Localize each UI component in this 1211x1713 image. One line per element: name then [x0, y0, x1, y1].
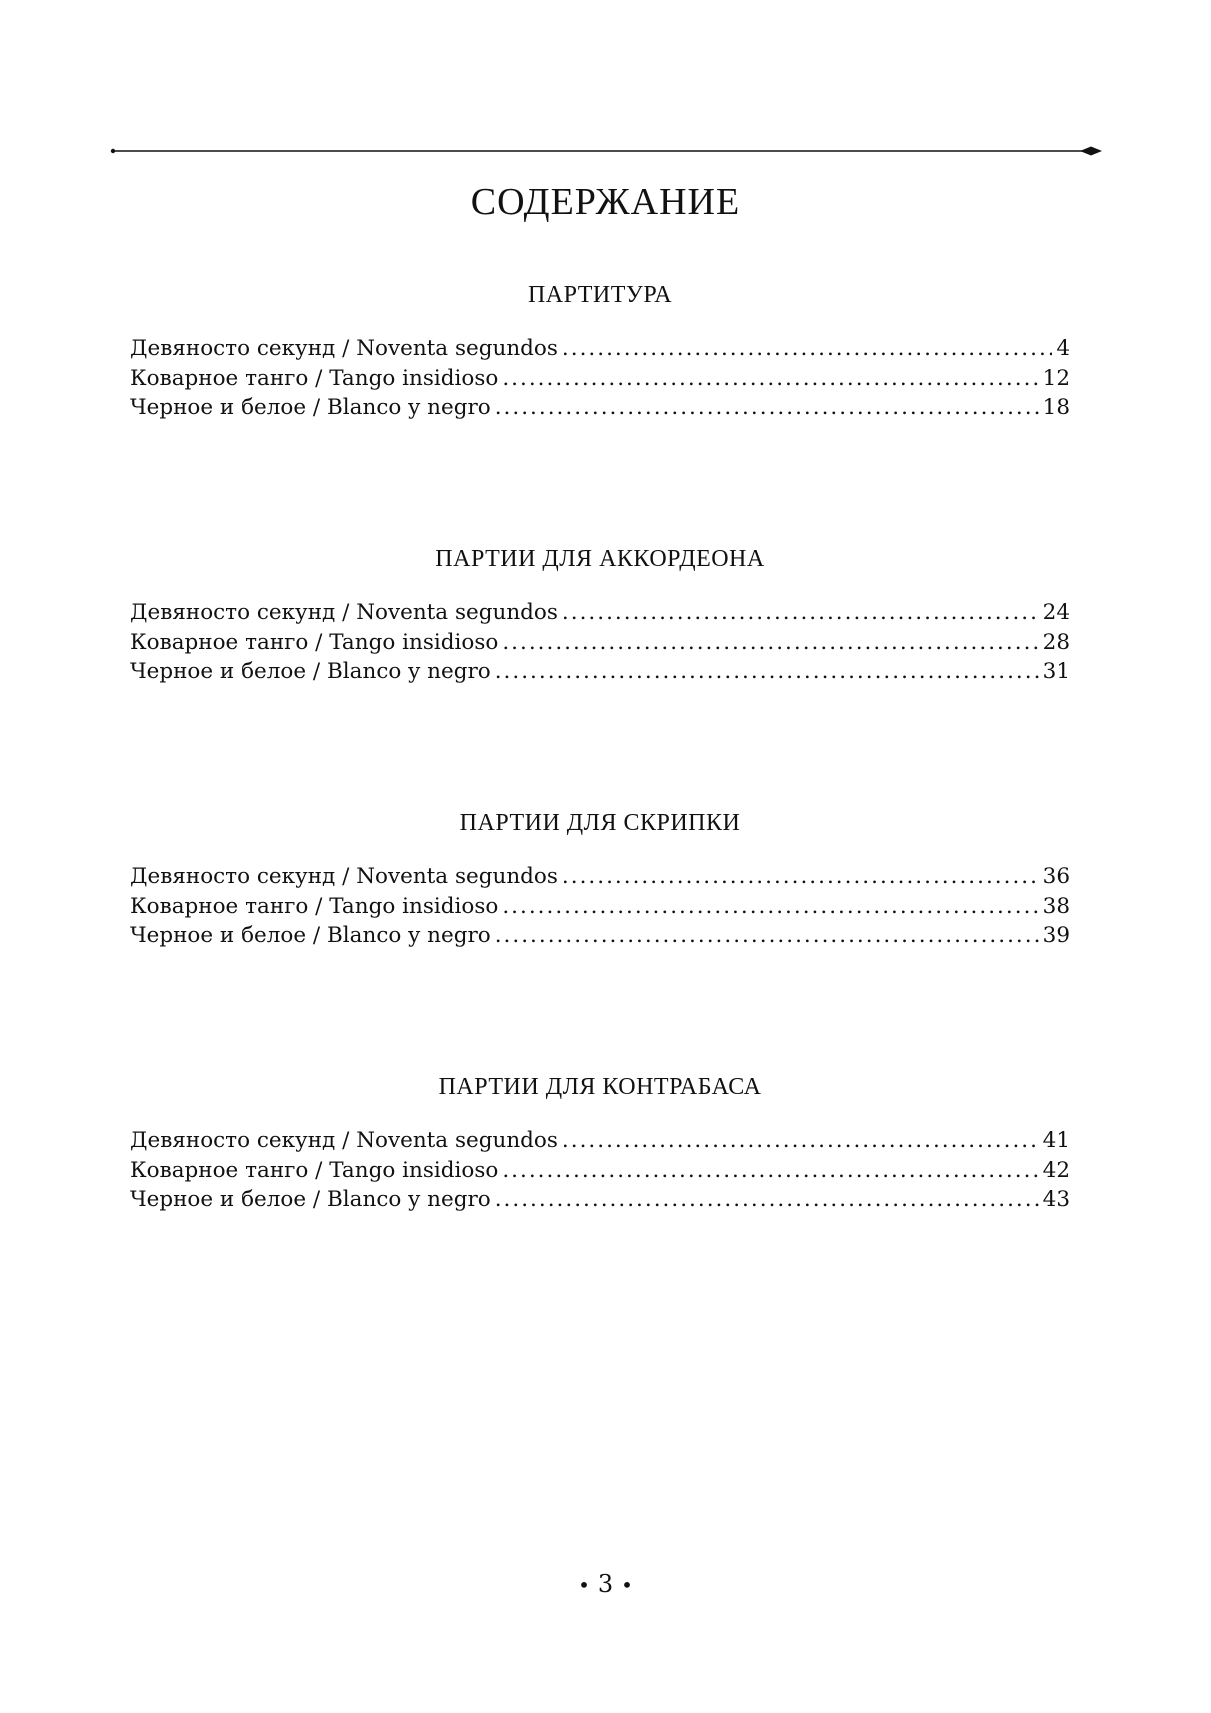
section-heading: ПАРТИИ ДЛЯ АККОРДЕОНА [435, 546, 765, 572]
dot-leader [495, 657, 1039, 687]
toc-entry-page: 43 [1042, 1187, 1070, 1212]
toc-entry-title: Девяносто секунд / Noventa segundos [130, 600, 558, 625]
toc-entry-title: Черное и белое / Blanco y negro [130, 659, 491, 684]
toc-entry-title: Черное и белое / Blanco y negro [130, 395, 491, 420]
section-heading: ПАРТИИ ДЛЯ КОНТРАБАСА [438, 1074, 762, 1100]
header-rule [110, 145, 1102, 157]
toc-entry[interactable] [130, 364, 1070, 394]
toc-entry-title: Черное и белое / Blanco y negro [130, 923, 491, 948]
toc-entry-title: Девяносто секунд / Noventa segundos [130, 1128, 558, 1153]
dot-leader [502, 628, 1038, 658]
toc-entry[interactable] [130, 628, 1070, 658]
toc-entry-title: Коварное танго / Tango insidioso [130, 629, 499, 655]
toc-entry-page: 38 [1042, 893, 1070, 919]
dot-leader [495, 393, 1039, 423]
section-heading: ПАРТИИ ДЛЯ СКРИПКИ [459, 810, 741, 836]
toc-entry-page: 31 [1042, 659, 1070, 684]
toc-section-double-bass [130, 1072, 1070, 1215]
toc-entry-page: 28 [1042, 629, 1070, 655]
toc-entry-title: Коварное танго / Tango insidioso [130, 1157, 499, 1183]
toc-section-score [130, 280, 1070, 423]
toc-entry-page: 18 [1042, 395, 1070, 420]
toc-entry-page: 36 [1042, 864, 1070, 889]
toc-entry-page: 24 [1042, 600, 1070, 625]
toc-entry[interactable] [130, 892, 1070, 922]
toc-entry[interactable] [130, 657, 1070, 687]
toc-entry[interactable] [130, 862, 1070, 892]
dot-leader [502, 1156, 1038, 1186]
dot-leader [495, 921, 1039, 951]
dot-leader [502, 364, 1038, 394]
page-number: 3 [597, 1570, 614, 1598]
toc-entry-page: 4 [1056, 336, 1070, 361]
section-heading: ПАРТИТУРА [527, 282, 673, 308]
dot-leader [562, 334, 1052, 364]
toc-entry[interactable] [130, 1185, 1070, 1215]
toc-entry-page: 12 [1042, 365, 1070, 391]
toc-section-violin [130, 808, 1070, 951]
toc-entry-title: Коварное танго / Tango insidioso [130, 365, 499, 391]
dot-leader [562, 1126, 1039, 1156]
toc-entry[interactable] [130, 393, 1070, 423]
page-footer [0, 1570, 1211, 1598]
dot-leader [562, 598, 1039, 628]
dot-leader [495, 1185, 1039, 1215]
header-rule-ornament [110, 145, 1102, 157]
toc-entry-page: 42 [1042, 1157, 1070, 1183]
toc-entry[interactable] [130, 1126, 1070, 1156]
toc-entry-title: Черное и белое / Blanco y negro [130, 1187, 491, 1212]
toc-entry[interactable] [130, 1156, 1070, 1186]
toc-entry-title: Девяносто секунд / Noventa segundos [130, 864, 558, 889]
toc-entry[interactable] [130, 334, 1070, 364]
toc-entry-title: Коварное танго / Tango insidioso [130, 893, 499, 919]
toc-section-accordion [130, 544, 1070, 687]
dot-leader [502, 892, 1038, 922]
page-title: СОДЕРЖАНИЕ [470, 181, 741, 223]
toc-entry-page: 41 [1042, 1128, 1070, 1153]
dot-leader [562, 862, 1039, 892]
bullet-icon: • [578, 1573, 590, 1597]
toc-entry[interactable] [130, 598, 1070, 628]
bullet-icon: • [621, 1573, 633, 1597]
toc-entry-title: Девяносто секунд / Noventa segundos [130, 336, 558, 361]
toc-entry[interactable] [130, 921, 1070, 951]
toc-entry-page: 39 [1042, 923, 1070, 948]
